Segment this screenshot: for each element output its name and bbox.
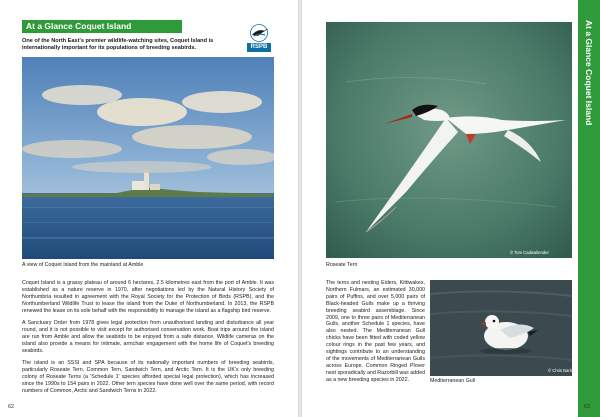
side-tab-label: At a Glance Coquet Island (584, 20, 594, 126)
tern-photo-caption: Roseate Tern (326, 262, 358, 268)
rspb-logo (247, 24, 271, 54)
page-number: 62 (8, 404, 15, 410)
intro-text: One of the North East's premier wildlife-watching sites, Coquet Island is internationally important for its populations of breeding seabirds. (22, 38, 214, 52)
paragraph: A Sanctuary Order from 1978 gives legal protection from unauthorised landing and disturbance all year round, and it is not possible to visit except for authorised conservation work. Boat trips around the island are run from Amble and allow the seabirds to be enjoyed from a safe distance. Wildlife cameras on the island also provide a means for intimate, armchair engagement with the home life of Coquet's breeding seabirds. (22, 320, 274, 354)
left-body-text (22, 280, 274, 400)
page-number: 63 (584, 404, 591, 410)
mediterranean-gull-photo (430, 280, 572, 376)
coquet-island-photo (22, 57, 274, 259)
paragraph: Coquet Island is a grassy plateau of around 6 hectares, 2.5 kilometres east from the port of Amble. It was established as a nature reserve in 1970, after negotiations led by the Natural History Society of Northumbria resulted in agreement with the Royal Society for the Protection of Birds (RSPB), and the Northumberland Wildlife Trust to lease the island from the Duke of Northumberland. In 2013, the RSPB renewed the lease on its sole behalf with the responsibility to manage the island as a flagship bird reserve. (22, 280, 274, 314)
right-page (302, 0, 600, 417)
coquet-photo-caption: A view of Coquet Island from the mainland at Amble (22, 262, 144, 268)
page-title: At a Glance Coquet Island (22, 20, 182, 33)
tern-photo-credit: © Tom Cadwallender (510, 250, 549, 255)
gull-photo-caption: Mediterranean Gull (430, 378, 476, 384)
left-page (0, 0, 298, 417)
rspb-avocet-icon (249, 24, 269, 42)
rspb-logo-text: RSPB (247, 43, 271, 52)
right-body-text: The terns and nesting Eiders, Kittiwakes, Northern Fulmars, an estimated 30,000 pairs of Puffins, and over 5,000 pairs of Black-headed Gulls make up a thriving breeding seabird assemblage. Since 2009, one to three pairs of Mediterranean Gulls, another Schedule 1 species, have also nested. The Mediterranean Gull chicks have been fitted with coded yellow colour rings in the past few years, and sightings contribute to an understanding of the movements of Mediterranean Gulls across Europe. Common Ringed Plover nest sporadically and Razorbill was added as a new breeding species in 2022. (326, 280, 425, 383)
paragraph: The island is an SSSI and SPA because of its nationally important numbers of breeding seabirds, particularly Roseate Tern, Common Tern, Sandwich Tern, and Arctic Tern. It is the UK's only breeding colony of Roseate Terns (a 'Schedule 1' species afforded special legal protection), which has increased since the 1990s to 154 pairs in 2022. Other tern species have done well over the same period, with record numbers of Common, Arctic and Sandwich Terns in 2022. (22, 360, 274, 394)
gull-photo-credit: © Chris Barlow (548, 368, 576, 373)
roseate-tern-photo (326, 22, 572, 258)
